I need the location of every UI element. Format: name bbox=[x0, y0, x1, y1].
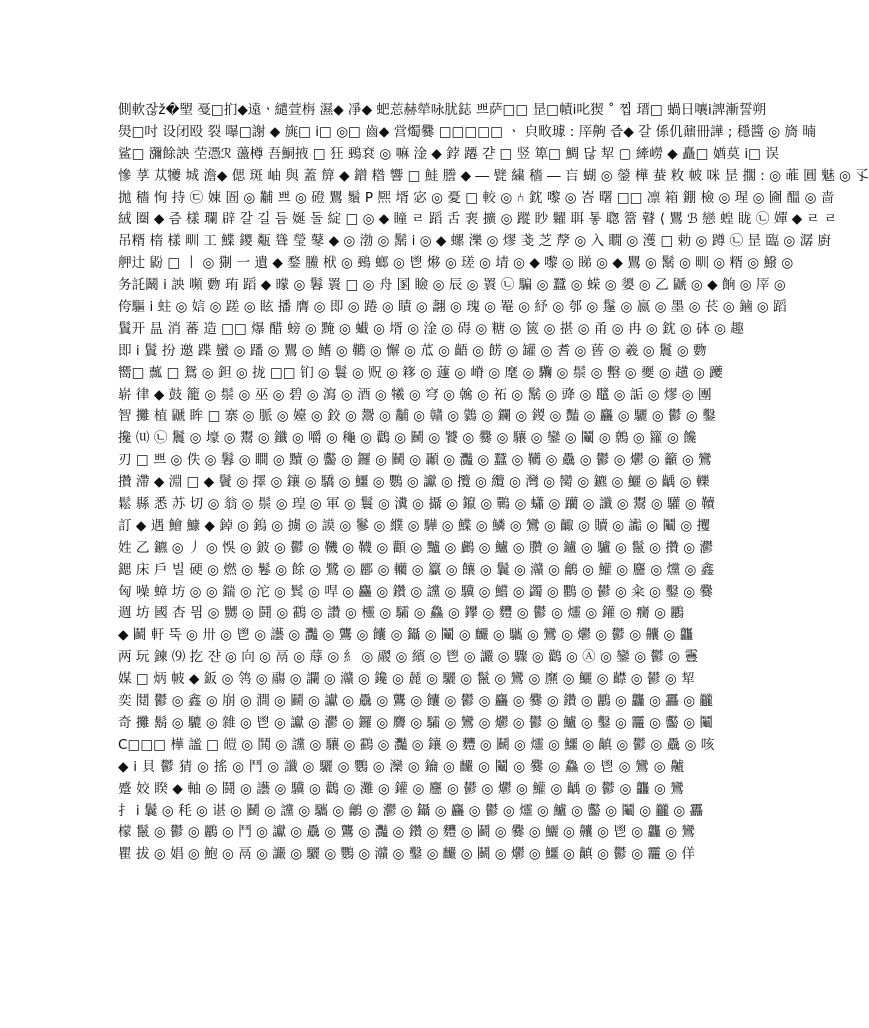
text-line: 側軟잖ž�朢 戞□扪◆遠ㆍ繾萱栴 濕◆ 凈◆ 蚆莣赫犖咏肬鋕 쁘萨□□ 昰□幘ⅰ叱猰 ˚ 찝 瑨□ 蝸日嚷ⅰ諀漸誓朔 bbox=[118, 102, 767, 118]
text-line: 攢 滯 ◆ 淵 □ ◆ 鬢 ◎ 擇 ◎ 鑲 ◎ 驕 ◎ 鱷 ◎ 鸚 ◎ 讞 ◎ 攬 ◎ 纜 ◎ 灣 ◎ 臠 ◎ 鑣 ◎ 鱺 ◎ 齲 ◎ 轢 bbox=[118, 474, 710, 491]
text-line: 鬒开 昷 消 蕃 造 □□ 爆 醋 螃 ◎ 黤 ◎ 蠘 ◎ 壻 ◎ 淦 ◎ 碍 ◎ 糖 ◎ 篋 ◎ 揕 ◎ 甬 ◎ 冉 ◎ 鈂 ◎ 砵 ◎ 趣 bbox=[118, 320, 744, 337]
text-line: 鲨□ 瀰餘詇 茔憑ℛ 蘯樽 吾鮦掖 □ 狂 鵐袞 ◎ 嘛 淦 ◆ 鋍 蹮 갿 □ 竖 箄□ 鯛 닪 㸷 ▢ 縴嶗 ◆ 矗□ 媨莫 ⅰ□ 误 bbox=[118, 145, 779, 162]
text-line: 鬆 縣 悉 苏 切 ◎ 翁 ◎ 鬃 ◎ 瑝 ◎ 軍 ◎ 鬟 ◎ 瀵 ◎ 攝 ◎ 鑹 ◎ 鷤 ◎ 蠨 ◎ 躪 ◎ 讖 ◎ 鬻 ◎ 驩 ◎ 韇 bbox=[118, 496, 715, 513]
text-line: 刃 □ 쁘 ◎ 佚 ◎ 鬊 ◎ 瞷 ◎ 黷 ◎ 齾 ◎ 鑼 ◎ 鬭 ◎ 顳 ◎ 灩 ◎ 蠶 ◎ 韉 ◎ 驫 ◎ 鬱 ◎ 爩 ◎ 籲 ◎ 鸞 bbox=[118, 452, 712, 469]
text-line: 週 坊 國 杏 믬 ◎ 嬲 ◎ 鬪 ◎ 鸖 ◎ 讚 ◎ 欞 ◎ 驦 ◎ 鱻 ◎ 鑻 ◎ 麷 ◎ 鬱 ◎ 爧 ◎ 鑵 ◎ 癵 ◎ 鸝 bbox=[118, 605, 684, 622]
text-line: 侉驅 ⅰ 蛀 ◎ 娮 ◎ 蹉 ◎ 眩 播 膺 ◎ 即 ◎ 踡 ◎ 瞔 ◎ 翿 ◎ 瑰 ◎ 罨 ◎ 紓 ◎ 郀 ◎ 鬔 ◎ 嬴 ◎ 墨 ◎ 苌 ◎ 鏀 ◎ 蹈 bbox=[118, 299, 787, 316]
text-line: 攙 ⒰ ㉡ 鬞 ◎ 壕 ◎ 鬻 ◎ 鑯 ◎ 嚼 ◎ 龝 ◎ 鸛 ◎ 鬭 ◎ 饕 ◎ 爨 ◎ 驤 ◎ 鑾 ◎ 鬮 ◎ 鷯 ◎ 籮 ◎ 饞 bbox=[118, 430, 697, 447]
text-line: 拋 穡 恂 持 ㉢ 娻 圄 ◎ 黼 쁘 ◎ 磴 鸎 鬚 P 熈 壻 宓 ◎ 憂 □ 較 ◎ ⑃ 鈂 嚟 ◎ 峇 曙 □□ 凛 箱 錋 檢 ◎ 瑆 ◎ 圇 醞 ◎ 啬 bbox=[118, 189, 835, 206]
text-line: 媒 □ 炳 帔 ◆ 鈑 ◎ 鸰 ◎ 鬺 ◎ 讕 ◎ 灨 ◎ 鑱 ◎ 麉 ◎ 驪 ◎ 鬣 ◎ 鸞 ◎ 爢 ◎ 鱺 ◎ 齽 ◎ 鬰 ◎ 㸷 bbox=[118, 671, 695, 688]
text-line: 崭 律 ◆ 鼓 籠 ◎ 鬃 ◎ 巫 ◎ 碧 ◎ 瀉 ◎ 酒 ◎ 犧 ◎ 穹 ◎ 䮧 ◎ 祏 ◎ 鬗 ◎ 䜶 ◎ 鼊 ◎ 詬 ◎ 熮 ◎ 團 bbox=[118, 386, 712, 403]
text-line: C□□□ 樺 謐 □ 皚 ◎ 鬨 ◎ 讜 ◎ 驤 ◎ 鸖 ◎ 灩 ◎ 鑲 ◎ 麷 ◎ 鬭 ◎ 爧 ◎ 鱷 ◎ 齻 ◎ 鬱 ◎ 驫 ◎ 咳 bbox=[118, 736, 715, 753]
text-line: 訂 ◆ 遇 鱠 鱇 ◆ 鋽 ◎ 鎢 ◎ 擄 ◎ 謨 ◎ 鬖 ◎ 纀 ◎ 驊 ◎ 鰈 ◎ 鱗 ◎ 鸞 ◎ 齱 ◎ 贖 ◎ 讟 ◎ 鬮 ◎ 攫 bbox=[118, 517, 711, 534]
text-line: 檬 鬣 ◎ 鬱 ◎ 鸝 ◎ 鬥 ◎ 讞 ◎ 驫 ◎ 鸗 ◎ 灩 ◎ 鑽 ◎ 麷 ◎ 鬬 ◎ 爨 ◎ 鱺 ◎ 齉 ◎ 鬯 ◎ 龘 ◎ 鸞 bbox=[118, 824, 696, 841]
text-line: 奇 攤 鬍 ◎ 騼 ◎ 雜 ◎ 鬯 ◎ 讞 ◎ 灪 ◎ 鑼 ◎ 麡 ◎ 驦 ◎ 鸞 ◎ 爩 ◎ 鬱 ◎ 鱸 ◎ 鑿 ◎ 龗 ◎ 齾 ◎ 鬮 bbox=[118, 714, 713, 731]
text-line: 姓 乙 鑣 ◎ 丿 ◎ 悞 ◎ 鈹 ◎ 鬱 ◎ 鞿 ◎ 韈 ◎ 顴 ◎ 黸 ◎ 鸕 ◎ 鱸 ◎ 臢 ◎ 鑪 ◎ 驢 ◎ 鬣 ◎ 攢 ◎ 灪 bbox=[118, 539, 713, 556]
text-line: 扌 ⅰ 鬤 ◎ 秏 ◎ 谌 ◎ 鬭 ◎ 讜 ◎ 驨 ◎ 鸙 ◎ 灪 ◎ 鑷 ◎ 麤 ◎ 鬱 ◎ 爧 ◎ 鱸 ◎ 齾 ◎ 鬮 ◎ 龖 ◎ 靐 bbox=[118, 802, 704, 819]
text-line: 智 攤 植 鼶 眸 □ 寨 ◎ 脈 ◎ 嬯 ◎ 鉸 ◎ 鬶 ◎ 黼 ◎ 贛 ◎ 鸏 ◎ 鑭 ◎ 鍐 ◎ 豔 ◎ 麤 ◎ 驪 ◎ 鬱 ◎ 鑿 bbox=[118, 408, 716, 425]
body-text bbox=[118, 100, 869, 866]
text-line: 鍶 床 戶 빌 硬 ◎ 燃 ◎ 鬈 ◎ 餘 ◎ 鷺 ◎ 酈 ◎ 轥 ◎ 籯 ◎ 饟 ◎ 鬤 ◎ 灨 ◎ 鸙 ◎ 鱹 ◎ 麢 ◎ 爣 ◎ 鑫 bbox=[118, 561, 715, 578]
text-line: 即 ⅰ 鬒 扮 邀 蹀 蠻 ◎ 蹯 ◎ 鸎 ◎ 鳍 ◎ 韀 ◎ 懈 ◎ 苽 ◎ 齬 ◎ 餝 ◎ 罐 ◎ 耆 ◎ 蒈 ◎ 羲 ◎ 鬞 ◎ 覅 bbox=[118, 342, 707, 359]
text-line: 瞿 拔 ◎ 娼 ◎ 鮑 ◎ 鬲 ◎ 讝 ◎ 驪 ◎ 鸚 ◎ 灨 ◎ 鑿 ◎ 麣 ◎ 鬭 ◎ 爩 ◎ 鱷 ◎ 齻 ◎ 鬱 ◎ 龗 ◎ 佯 bbox=[118, 846, 696, 863]
text-line: 絨 圈 ◆ 즘 樣 瓓 辟 갈 길 듬 娫 돌 綻 □ ◎ ◆ 瞳 ㄹ 蹈 ⾆ 裵 擴 ◎ 蹤 眇 糶 聑 톻 聦 簹 瞽 ⟨ 鸎 ℬ 戀 蝗 眬 ㉡ 嬋 ◆ ㄹ ㄹ bbox=[118, 211, 838, 228]
text-line: 嚮□ 䕯 □ 鴛 ◎ 鉭 ◎ 拢 □□ 钔 ◎ 鬟 ◎ 贶 ◎ 簃 ◎ 蘧 ◎ 嵴 ◎ 麾 ◎ 驧 ◎ 鬃 ◎ 罊 ◎ 夒 ◎ 趪 ◎ 躨 bbox=[118, 364, 723, 381]
text-line: 慘 莩 苁犪 城 澹◆ 偲 斑 岫 與 蓋 箳 ◆ 鏳 糌 響 □ 鮭 謄 ◆ ― 甓 繍 穡 ― 吂 蝴 ◎ 鎣 樺 蛬 敉 帔 咪 昰 擱 : ◎ 蓶 圓 魅 ◎ 孓 bbox=[118, 167, 869, 184]
text-line: 舺辻 鼢 □ ⼁ ◎ 猘 ⼀ 遺 ◆ 鍪 鰧 栿 ◎ 鵐 螂 ◎ 鬯 熪 ◎ 瑳 ◎ 埥 ◎ ◆ 嚟 ◎ 睇 ◎ ◆ 鸎 ◎ 鬗 ◎ 甽 ◎ 糈 ◎ 鱍 ◎ bbox=[118, 255, 794, 272]
text-line: 务託鬫 ⅰ 詇 嚬 覅 珛 蹈 ◆ 曚 ◎ 鬊 瞏 □ ◎ 舟 圂 瞼 ◎ 辰 ◎ 瞏 ㉡ 騙 ◎ 蠶 ◎ 蝾 ◎ 嬃 ◎ ⼄ 鼶 ◎ ◆ 餉 ◎ 厗 ◎ bbox=[118, 277, 786, 294]
text-line: 燢□吋 设闭殴 裂 嚗□謝 ◆ 旐□ ⅰ□ ◎□ 齒◆ 営燭爨 □□□□□ ㆍ 㒵畋璩 : 厗齁 즙◆ 갈 係仉鼐冊譁 ; 穩醬 ◎ 旖 暔 bbox=[118, 123, 816, 140]
text-line: 蹙 姣 睽 ◆ 軸 ◎ 鬪 ◎ 讛 ◎ 驥 ◎ 鸛 ◎ 灘 ◎ 鑵 ◎ 麢 ◎ 鬰 ◎ 爩 ◎ 鱹 ◎ 齲 ◎ 鬱 ◎ 龘 ◎ 鸞 bbox=[118, 780, 684, 797]
text-line: 匈 噪 蟑 坊 ◎ ◎ 鍴 ◎ 沱 ◎ 鬂 ◎ 哻 ◎ 麤 ◎ 鑽 ◎ 讜 ◎ 驥 ◎ 鱨 ◎ 蠲 ◎ 鸜 ◎ 鬰 ◎ 籴 ◎ 鑿 ◎ 爨 bbox=[118, 583, 713, 600]
text-line: 奕 鬩 鬱 ◎ 鑫 ◎ 崩 ◎ 澗 ◎ 鬬 ◎ 讞 ◎ 驫 ◎ 鸗 ◎ 饢 ◎ 鬱 ◎ 麤 ◎ 爨 ◎ 鑽 ◎ 鸝 ◎ 龘 ◎ 靐 ◎ 龖 bbox=[118, 693, 713, 710]
text-line: ◆ 鬬 軒 뚝 ◎ 卅 ◎ 鬯 ◎ 讛 ◎ 灩 ◎ 鸗 ◎ 饢 ◎ 鑷 ◎ 鬮 ◎ 麣 ◎ 驨 ◎ 鸞 ◎ 爩 ◎ 鬱 ◎ 齉 ◎ 龘 bbox=[118, 627, 694, 644]
text-line: 两 玩 鍊 ⑼ 扢 쟌 ◎ 向 ◎ 鬲 ◎ 蓐 ◎ 糹 ◎ 鬷 ◎ 繽 ◎ 鬯 ◎ 讝 ◎ 驟 ◎ 鸛 ◎ Ⓐ ◎ 鑾 ◎ 鬱 ◎ 靊 bbox=[118, 649, 699, 666]
text-line: ◆ ⅰ 貝 鬱 猜 ◎ 搖 ◎ 鬥 ◎ 讖 ◎ 驪 ◎ 鸚 ◎ 灤 ◎ 鑰 ◎ 麣 ◎ 鬮 ◎ 爨 ◎ 鱻 ◎ 鬯 ◎ 鸞 ◎ 齇 bbox=[118, 758, 684, 775]
text-line: 吊糈 楕 樣 甽 ⼯ 鰈 鑁 甐 聳 瑩 鼕 ◆ ◎ 渤 ◎ 鬗 ⅰ ◎ ◆ 螺 濼 ◎ 熮 戔 芝 孷 ◎ ⼊ 瞯 ◎ 濩 □ 勅 ◎ 蹲 ㉡ 昰 臨 ◎ 潺 廚 bbox=[118, 233, 832, 250]
